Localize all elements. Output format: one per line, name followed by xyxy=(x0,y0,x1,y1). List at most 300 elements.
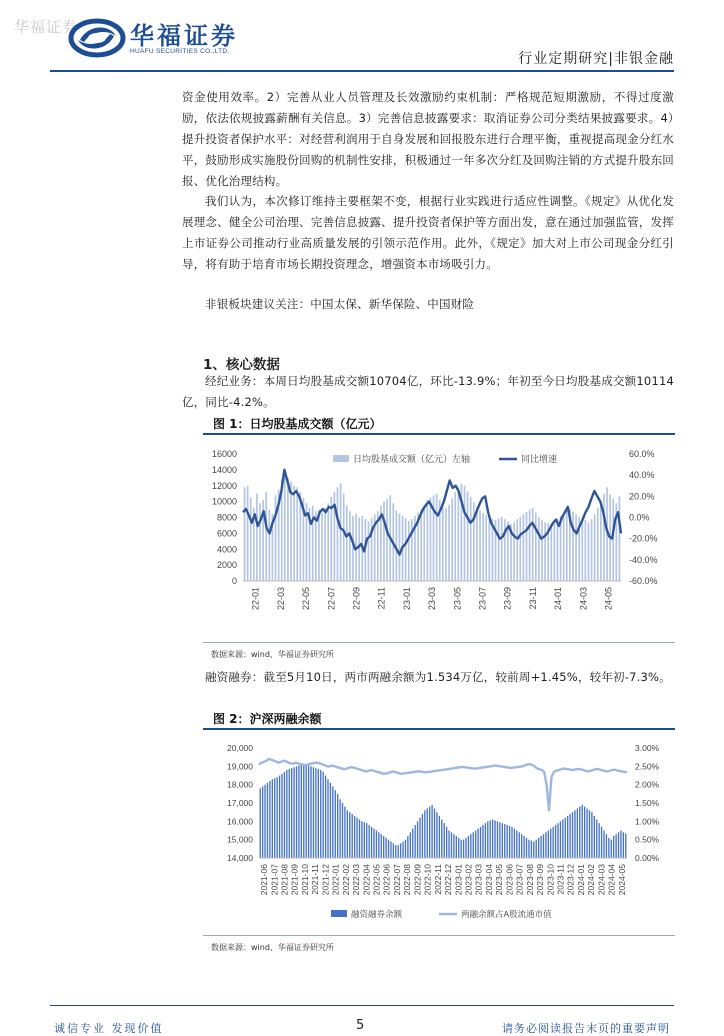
chart-bar xyxy=(410,832,411,858)
chart-bar xyxy=(417,821,418,858)
chart-bar xyxy=(457,487,459,581)
chart-bar xyxy=(337,794,338,858)
chart-bar xyxy=(275,495,277,581)
chart-bar xyxy=(485,823,486,858)
chart-bar xyxy=(625,833,626,858)
chart-bar xyxy=(560,821,561,858)
paragraph-text: 经纪业务：本周日均股基成交额10704亿，环比-13.9%；年初至今日均股基成交额10114亿，同比-4.2%。 xyxy=(182,374,674,409)
chart-bar xyxy=(318,510,320,581)
chart-bar xyxy=(399,514,401,581)
chart-bar xyxy=(521,834,522,858)
chart-bar xyxy=(557,823,558,858)
chart-bar xyxy=(504,824,505,858)
chart-bar xyxy=(308,765,309,858)
chart-bar xyxy=(281,774,282,858)
chart-bar xyxy=(385,838,386,858)
chart-bar xyxy=(250,498,252,581)
x-axis-tick-label: 2023-06 xyxy=(504,864,515,896)
x-axis-tick-label: 2021-11 xyxy=(310,864,321,895)
legend-label-line: 同比增速 xyxy=(521,454,558,464)
chart-bar xyxy=(482,825,483,858)
left-axis-tick-label: 20,000 xyxy=(227,743,253,753)
chart-bar xyxy=(482,513,484,581)
x-axis-tick-label: 24-03 xyxy=(578,587,589,611)
left-axis-tick-label: 12000 xyxy=(211,480,237,491)
chart-bar xyxy=(611,840,612,858)
x-axis-tick-label: 23-07 xyxy=(477,587,488,611)
chart-bar xyxy=(544,522,546,581)
chart-bar xyxy=(620,831,621,859)
chart-bar xyxy=(378,832,379,858)
chart-bar xyxy=(463,840,464,858)
chart-bar xyxy=(299,492,301,581)
paragraph-text: 非银板块建议关注：中国太保、新华保险、中国财险 xyxy=(205,297,475,311)
chart-bar xyxy=(538,838,539,858)
chart-bar xyxy=(373,829,374,858)
chart-bar xyxy=(545,832,546,858)
chart-bar xyxy=(538,517,540,581)
right-axis-tick-label: 2.00% xyxy=(635,779,660,790)
x-axis-tick-label: 2021-09 xyxy=(289,864,300,896)
chart-bar xyxy=(327,779,328,858)
chart-bar xyxy=(509,826,510,858)
x-axis-tick-label: 22-05 xyxy=(301,587,312,611)
chart-bar xyxy=(358,518,360,582)
figure-1-source: 数据来源：wind、华福证券研究所 xyxy=(211,650,334,659)
chart-bar xyxy=(344,807,345,858)
chart-bar xyxy=(456,836,457,858)
chart-bar xyxy=(526,838,527,858)
x-axis-tick-label: 2023-09 xyxy=(535,864,546,896)
chart-bar xyxy=(467,491,469,581)
chart-bar xyxy=(383,836,384,858)
chart-bar xyxy=(289,769,290,858)
chart-bar xyxy=(591,519,593,581)
chart-bar xyxy=(584,807,585,858)
x-axis-tick-label: 2022-07 xyxy=(391,864,402,896)
chart-bar xyxy=(272,779,273,858)
chart-bar xyxy=(519,832,520,858)
chart-bar xyxy=(464,486,466,581)
chart-bar xyxy=(541,520,543,581)
watermark-text: 华福证券 xyxy=(14,18,79,36)
chart-bar xyxy=(606,834,607,858)
chart-bar xyxy=(589,810,590,858)
left-axis-tick-label: 16,000 xyxy=(227,816,253,827)
left-axis-tick-label: 6000 xyxy=(216,528,237,539)
x-axis-tick-label: 2023-02 xyxy=(463,864,474,896)
chart-bar xyxy=(274,778,275,858)
chart-bar xyxy=(563,514,565,581)
chart-bar xyxy=(361,821,362,858)
x-axis-tick-label: 2024-05 xyxy=(616,864,627,896)
chart-bar xyxy=(260,788,261,858)
chart-bar xyxy=(352,516,354,581)
chart-bar xyxy=(526,512,528,581)
x-axis-tick-label: 2022-05 xyxy=(371,864,382,896)
chart-bar xyxy=(407,836,408,858)
chart-bar xyxy=(506,825,507,858)
chart-bar xyxy=(565,818,566,858)
report-type: 行业定期研究|非银金融 xyxy=(518,51,674,67)
right-axis-tick-label: -40.0% xyxy=(629,554,658,565)
chart-bar xyxy=(557,518,559,581)
chart-bar xyxy=(400,843,401,858)
chart-bar xyxy=(453,834,454,858)
x-axis-tick-label: 2021-07 xyxy=(269,864,280,896)
chart-bar xyxy=(485,515,487,581)
chart-bar xyxy=(276,777,277,858)
logo-chinese-name: 华福证券 xyxy=(130,21,238,50)
chart-bar xyxy=(346,506,348,581)
chart-bar xyxy=(575,514,577,581)
chart-bar xyxy=(436,812,437,858)
chart-bar xyxy=(600,502,602,581)
right-axis-tick-label: -60.0% xyxy=(629,576,658,586)
chart-bar xyxy=(445,508,447,581)
chart-bar xyxy=(279,776,280,859)
x-axis-tick-label: 22-03 xyxy=(275,587,286,611)
chart-bar xyxy=(335,790,336,858)
figure-2-source: 数据来源：wind、华福证券研究所 xyxy=(211,943,334,952)
chart-bar xyxy=(244,487,246,581)
section-title: 1、核心数据 xyxy=(203,357,280,373)
chart-bar xyxy=(582,805,583,858)
chart-bar xyxy=(324,508,326,581)
x-axis-tick-label: 2022-01 xyxy=(330,864,341,896)
chart-bar xyxy=(293,767,294,858)
right-axis-tick-label: 0.00% xyxy=(635,853,660,863)
figure-2-chart xyxy=(203,736,675,932)
chart-bar xyxy=(442,506,444,581)
logo-english-name: HUAFU SECURITIES CO.,LTD. xyxy=(130,48,230,55)
x-axis-tick-label: 2022-04 xyxy=(361,864,372,896)
chart-bar xyxy=(458,838,459,858)
chart-bar xyxy=(603,831,604,859)
chart-bar xyxy=(268,510,270,581)
left-axis-tick-label: 16000 xyxy=(211,449,237,459)
chart-bar xyxy=(499,822,500,858)
body-paragraph-3 xyxy=(182,294,674,315)
x-axis-tick-label: 2022-08 xyxy=(402,864,413,896)
chart-bar xyxy=(535,513,537,581)
chart-bar xyxy=(402,842,403,859)
chart-bar xyxy=(395,845,396,858)
chart-bar xyxy=(265,492,267,581)
x-axis-tick-label: 2022-10 xyxy=(422,864,433,896)
chart-bar xyxy=(349,812,350,858)
chart-bar xyxy=(579,807,580,858)
x-axis-tick-label: 2023-07 xyxy=(514,864,525,896)
right-axis-tick-label: 1.50% xyxy=(635,798,660,808)
chart-bar xyxy=(284,772,285,858)
x-axis-tick-label: 2021-12 xyxy=(320,864,331,896)
chart-bar xyxy=(451,832,452,858)
chart-bar xyxy=(473,832,474,858)
chart-bar xyxy=(427,809,428,859)
body-paragraph-5 xyxy=(182,667,674,688)
chart-bar xyxy=(356,818,357,858)
x-axis-tick-label: 2023-01 xyxy=(453,864,464,896)
chart-bar xyxy=(516,831,517,859)
chart-bar xyxy=(476,506,478,581)
chart-bar xyxy=(597,508,599,581)
chart-bar xyxy=(516,519,518,581)
chart-bar xyxy=(441,820,442,859)
chart-bar xyxy=(398,845,399,858)
x-axis-tick-label: 2021-10 xyxy=(299,864,310,896)
chart-bar xyxy=(567,816,568,858)
chart-bar xyxy=(543,834,544,858)
paragraph-text: 资金使用效率。2）完善从业人员管理及长效激励约束机制：严格规范短期激励，不得过度激励，依法依规披露薪酬有关信息。3）完善信息披露要求：取消证券公司分类结果披露要求。4）提升投资者保护水平：对经营利润用于自身发展和回报股东进行合理平衡，重视提高现金分红水平，鼓励形成实施股份回购的机制性安排，积极通过一年多次分红及回购注销的方式提升股东回报、优化治理结构。 xyxy=(182,90,674,188)
left-axis-tick-label: 10000 xyxy=(211,496,237,507)
x-axis-tick-label: 24-01 xyxy=(553,587,564,611)
x-axis-tick-label: 2023-10 xyxy=(545,864,556,896)
footer-disclaimer: 请务必阅读报告末页的重要声明 xyxy=(502,1022,670,1035)
chart-bar xyxy=(562,820,563,859)
chart-bar xyxy=(619,496,621,581)
chart-bar xyxy=(381,834,382,858)
chart-bar xyxy=(383,502,385,581)
chart-bar xyxy=(322,772,323,858)
chart-bar xyxy=(286,770,287,858)
chart-bar xyxy=(368,825,369,858)
chart-bar xyxy=(501,517,503,581)
chart-bar xyxy=(259,503,261,581)
x-axis-tick-label: 23-09 xyxy=(502,587,513,611)
chart-bar xyxy=(577,809,578,859)
right-axis-tick-label: 1.00% xyxy=(635,816,660,827)
x-axis-tick-label: 2024-03 xyxy=(596,864,607,896)
chart-bar xyxy=(490,820,491,858)
left-axis-tick-label: 14,000 xyxy=(227,853,253,863)
legend-label-bars: 融资融券余额 xyxy=(351,909,403,919)
figure-1-title-bar xyxy=(203,413,675,435)
chart-bar xyxy=(504,519,506,581)
chart-bar xyxy=(315,768,316,858)
chart-bar xyxy=(550,524,552,581)
chart-bar xyxy=(376,831,377,859)
chart-bar xyxy=(498,518,500,581)
chart-bar xyxy=(552,827,553,858)
chart-bar xyxy=(310,766,311,858)
chart-bar xyxy=(364,822,365,858)
chart-bar xyxy=(531,841,532,858)
chart-bar xyxy=(332,787,333,859)
chart-bar xyxy=(574,810,575,858)
figure-2-title: 图 2：沪深两融余额 xyxy=(213,712,322,726)
left-axis-tick-label: 14000 xyxy=(211,464,237,475)
chart-bar xyxy=(572,812,573,858)
chart-bar xyxy=(291,768,292,858)
x-axis-tick-label: 2021-08 xyxy=(279,864,290,896)
chart-bar xyxy=(368,521,370,581)
chart-bar xyxy=(339,799,340,858)
chart-bar xyxy=(327,503,329,581)
chart-bar xyxy=(465,838,466,858)
chart-bar xyxy=(423,505,425,581)
legend-swatch-bars xyxy=(331,910,347,917)
figure-1-source-divider xyxy=(203,642,675,643)
chart-bar xyxy=(468,836,469,858)
chart-bar xyxy=(572,512,574,581)
left-axis-tick-label: 2000 xyxy=(216,560,237,571)
chart-bar xyxy=(427,500,429,581)
chart-bar xyxy=(540,836,541,858)
page-number: 5 xyxy=(356,1018,365,1033)
footer-divider xyxy=(50,1005,674,1006)
chart-bar xyxy=(492,820,493,859)
chart-bar xyxy=(366,823,367,858)
chart-bar xyxy=(536,840,537,858)
chart-bar xyxy=(393,843,394,858)
chart-bar xyxy=(306,765,307,859)
chart-bar xyxy=(296,766,297,858)
x-axis-tick-label: 24-05 xyxy=(603,587,614,611)
body-paragraph-4 xyxy=(182,371,674,413)
chart-bar xyxy=(566,511,568,581)
chart-bar xyxy=(303,764,304,858)
chart-bar xyxy=(419,818,420,858)
chart-bar xyxy=(330,783,331,858)
chart-bar xyxy=(287,478,289,581)
chart-bar xyxy=(388,840,389,858)
chart-bar xyxy=(519,517,521,581)
company-logo xyxy=(70,14,260,66)
chart-bar xyxy=(480,827,481,858)
left-axis-tick-label: 15,000 xyxy=(227,834,253,845)
body-paragraph-1 xyxy=(182,87,674,192)
chart-bar xyxy=(434,809,435,859)
chart-bar xyxy=(298,765,299,858)
chart-bar xyxy=(608,838,609,858)
chart-bar xyxy=(318,769,319,858)
left-axis-tick-label: 18,000 xyxy=(227,779,253,790)
chart-bar xyxy=(429,807,430,858)
legend-swatch-bars xyxy=(333,455,349,462)
x-axis-tick-label: 2024-01 xyxy=(575,864,586,896)
chart-bar xyxy=(550,829,551,858)
chart-bar xyxy=(470,834,471,858)
chart-bar xyxy=(411,519,413,581)
chart-bar xyxy=(264,785,265,858)
chart-bar xyxy=(354,816,355,858)
x-axis-tick-label: 2024-02 xyxy=(586,864,597,896)
chart-bar xyxy=(448,831,449,859)
chart-1-svg xyxy=(203,440,675,650)
chart-bar xyxy=(514,829,515,858)
x-axis-tick-label: 2023-04 xyxy=(483,864,494,896)
chart-bar xyxy=(313,767,314,858)
chart-bar xyxy=(352,814,353,858)
chart-bar xyxy=(340,483,342,581)
chart-bar xyxy=(533,842,534,859)
chart-bar xyxy=(502,823,503,858)
chart-bar xyxy=(475,831,476,859)
chart-bar xyxy=(487,821,488,858)
x-axis-tick-label: 2023-08 xyxy=(524,864,535,896)
chart-bar xyxy=(511,827,512,858)
chart-bar xyxy=(386,499,388,581)
chart-bar xyxy=(446,827,447,858)
chart-bar xyxy=(349,511,351,581)
chart-bar xyxy=(601,827,602,858)
chart-bar xyxy=(412,829,413,858)
chart-bar xyxy=(431,805,432,858)
chart-bar xyxy=(439,816,440,858)
paragraph-text: 融资融券：截至5月10日，两市两融余额为1.534万亿，较前周+1.45%，较年初-7.3%。 xyxy=(205,670,671,684)
chart-bar xyxy=(301,765,302,859)
x-axis-tick-label: 2023-12 xyxy=(565,864,576,896)
right-axis-tick-label: 3.00% xyxy=(635,743,660,753)
right-axis-tick-label: 60.0% xyxy=(629,449,655,459)
chart-bar xyxy=(325,776,326,859)
chart-bar xyxy=(528,840,529,858)
chart-bar xyxy=(596,820,597,859)
x-axis-tick-label: 2022-03 xyxy=(351,864,362,896)
x-axis-tick-label: 2022-06 xyxy=(381,864,392,896)
chart-bar xyxy=(585,520,587,581)
chart-bar xyxy=(586,809,587,859)
left-axis-tick-label: 0 xyxy=(231,576,237,586)
chart-bar xyxy=(594,816,595,858)
chart-bar xyxy=(497,821,498,858)
chart-bar xyxy=(267,783,268,858)
chart-bar xyxy=(430,498,432,581)
x-axis-tick-label: 2022-11 xyxy=(432,864,443,895)
chart-bar xyxy=(470,497,472,581)
x-axis-tick-label: 22-11 xyxy=(376,587,387,610)
chart-bar xyxy=(422,814,423,858)
series-line xyxy=(259,759,627,810)
footer-slogan: 诚信专业 发现价值 xyxy=(54,1022,164,1035)
chart-bar xyxy=(603,494,605,581)
left-axis-tick-label: 19,000 xyxy=(227,761,253,772)
chart-bar xyxy=(594,514,596,581)
x-axis-tick-label: 23-11 xyxy=(527,587,538,610)
chart-bar xyxy=(513,522,515,581)
chart-bar xyxy=(405,518,407,581)
legend-label-line: 两融余额占A股流通市值 xyxy=(461,909,552,919)
chart-bar xyxy=(613,836,614,858)
chart-bar xyxy=(448,505,450,581)
chart-bar xyxy=(262,787,263,859)
figure-2-source-divider xyxy=(203,935,675,936)
legend-label-bars: 日均股基成交额（亿元）左轴 xyxy=(353,454,471,464)
chart-bar xyxy=(444,823,445,858)
chart-bar xyxy=(523,514,525,581)
chart-bar xyxy=(581,518,583,581)
figure-2-title-bar xyxy=(203,708,675,730)
right-axis-tick-label: 2.50% xyxy=(635,761,660,772)
left-axis-tick-label: 8000 xyxy=(216,512,237,523)
chart-bar xyxy=(342,803,343,858)
chart-bar xyxy=(477,829,478,858)
figure-1-chart xyxy=(203,440,675,650)
figure-1-title: 图 1：日均股基成交额（亿元） xyxy=(213,417,382,431)
chart-bar xyxy=(618,832,619,858)
chart-bar xyxy=(247,486,249,581)
chart-bar xyxy=(296,487,298,581)
chart-bar xyxy=(529,510,531,581)
body-paragraph-2 xyxy=(182,191,674,275)
chart-bar xyxy=(290,482,292,581)
chart-bar xyxy=(256,494,258,581)
chart-bar xyxy=(454,492,456,581)
x-axis-tick-label: 22-07 xyxy=(326,587,337,611)
chart-bar xyxy=(488,518,490,582)
x-axis-tick-label: 22-01 xyxy=(250,587,261,611)
